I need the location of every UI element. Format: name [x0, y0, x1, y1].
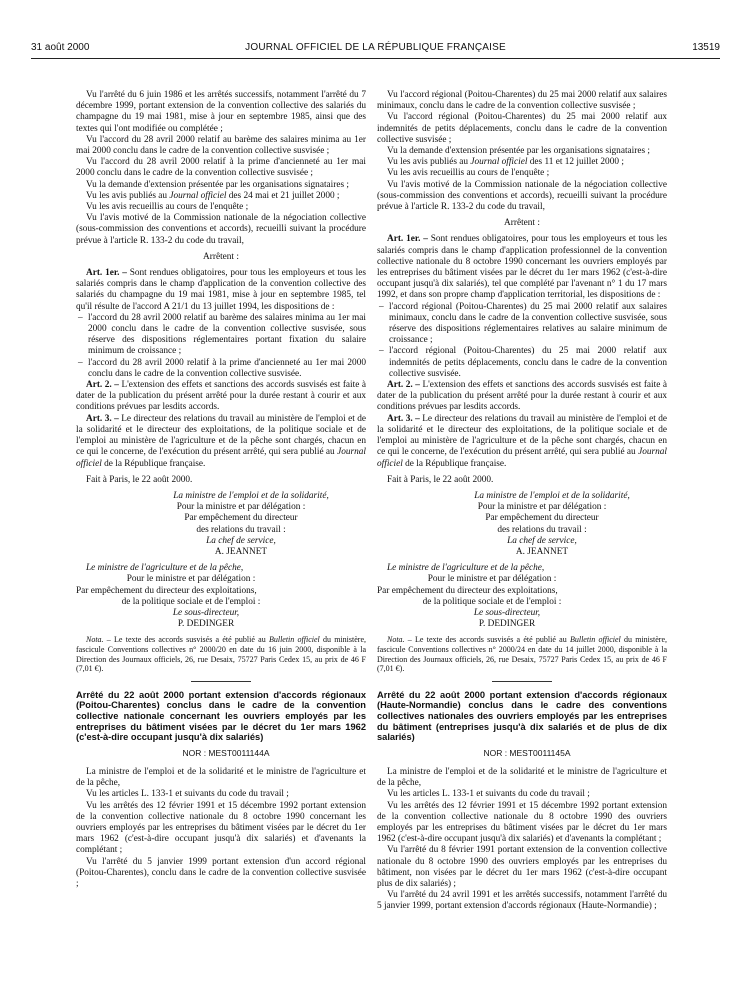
signature-title: La ministre de l'emploi et de la solidarité,: [173, 490, 329, 501]
arretent-heading: Arrêtent :: [203, 251, 239, 262]
article-label: Art. 2. –: [387, 380, 420, 391]
paragraph: Vu l'accord du 28 avril 2000 relatif à la prime d'ancienneté au 1er mai 2000 conclu dans le cadre de la convention collective susvisée ;: [76, 157, 366, 179]
page-header: [31, 42, 720, 56]
paragraph: Vu l'arrêté du 8 février 1991 portant extension de la convention collective nationale du 8 octobre 1990 des ouvriers employés par les entreprises du bâtiment, non visées par le décret du 1er mars 1962 (c'est-à-dire occupant plus de dix salariés) ;: [377, 845, 667, 889]
paragraph: Vu l'arrêté du 6 juin 1986 et les arrêtés successifs, notamment l'arrêté du 7 décembre 1999, portant extension de la convention collective des salariés du champagne du 19 mai 1981, mise à jour en septembre 1985, ainsi que des textes qui l'ont modifiée ou complétée ;: [76, 90, 366, 134]
paragraph: Vu l'avis motivé de la Commission nationale de la négociation collective (sous-commission des conventions et accords), recueilli suivant la procédure prévue à l'article R. 133-2 du code du travail,: [76, 213, 366, 246]
paragraph: Vu l'avis motivé de la Commission nationale de la négociation collective (sous-commission des conventions et accords), recueilli suivant la procédure prévue à l'article R. 133-2 du code du travail,: [377, 179, 667, 213]
text: Bulletin officiel: [569, 635, 621, 645]
journal-title: JOURNAL OFFICIEL DE LA RÉPUBLIQUE FRANÇAISE: [245, 42, 506, 53]
signatory-name: A. JEANNET: [515, 546, 569, 557]
text: Bulletin officiel: [268, 635, 320, 645]
paragraph: Vu les avis recueillis au cours de l'enquête ;: [387, 168, 550, 179]
list-item: – l'accord régional (Poitou-Charentes) du 25 mai 2000 relatif aux indemnités de petits déplacements, conclu dans le cadre de la convention collective susvisée.: [389, 346, 667, 380]
article-2: [377, 380, 667, 414]
signature-title: Le ministre de l'agriculture et de la pêche,: [86, 563, 244, 574]
arretent-heading: Arrêtent :: [504, 218, 540, 229]
paragraph: [377, 157, 667, 168]
footnote: [377, 635, 667, 673]
separator: [492, 681, 552, 682]
date-line: Fait à Paris, le 22 août 2000.: [387, 474, 494, 485]
paragraph: Vu l'accord régional (Poitou-Charentes) du 25 mai 2000 relatif aux indemnités de petits déplacements, conclu dans le cadre de la convention collective susvisée ;: [377, 112, 667, 145]
article-label: Art. 3. –: [86, 413, 119, 424]
paragraph: Vu les articles L. 133-1 et suivants du code du travail ;: [86, 789, 289, 800]
article-3: [377, 414, 667, 470]
paragraph: Vu les arrêtés des 12 février 1991 et 15 décembre 1992 portant extension de la convention collective nationale du 8 octobre 1990 des ouvriers employés par les entreprises du bâtiment visées par le décret du 1er mars 1962 (c'est-à-dire occupant jusqu'à dix salariés) et d'avenants la complétant ;: [377, 800, 667, 845]
right-column: [377, 90, 667, 913]
signatory-name: P. DEDINGER: [177, 619, 235, 630]
signature-line: Le sous-directeur,: [473, 607, 541, 618]
signature-line: Par empêchement du directeur: [485, 513, 599, 524]
signature-line: La chef de service,: [206, 535, 276, 546]
text: Sont rendues obligatoires, pour tous les employeurs et tous les salariés compris dans le champ d'application professionnel de la convention collective nationale du 8 octobre 1990 concernant les ouvriers employés par les entreprises du bâtiment visées par le décret du 1er mars 1962 (c'est-à-dire occupant jusqu'à dix salariés), tel que complété par l'avenant n° 1 du 17 mars 1992, et dans son propre champ d'application territorial, les dispositions de :: [377, 234, 667, 301]
separator: [191, 681, 251, 682]
signature-line: Par empêchement du directeur: [184, 513, 298, 524]
text: du ministère, fascicule Conventions collectives n° 2000/24 en date du 14 juillet 2000, disponible à la Direction des Journaux officiels, 26, rue Desaix, 75727 Paris Cedex 15, au prix de 46 F (7,01 €).: [377, 635, 668, 674]
article-1: [76, 268, 366, 313]
text: de la République française.: [402, 458, 507, 469]
signature-line: La chef de service,: [507, 535, 577, 546]
paragraph: [76, 191, 366, 202]
signature-line: Pour la ministre et par délégation :: [176, 502, 306, 513]
paragraph: Vu la demande d'extension présentée par les organisations signataires ;: [86, 179, 349, 190]
paragraph: La ministre de l'emploi et de la solidarité et le ministre de l'agriculture et de la pêche,: [377, 766, 667, 789]
signature-line: Le sous-directeur,: [172, 607, 240, 618]
nor-reference: NOR : MEST0011144A: [182, 747, 270, 758]
paragraph: Vu l'accord régional (Poitou-Charentes) du 25 mai 2000 relatif aux salaires minimaux, conclu dans le cadre de la convention collective susvisée ;: [377, 90, 667, 112]
article-label: Art. 1er. –: [86, 268, 127, 279]
paragraph: Vu l'arrêté du 5 janvier 1999 portant extension d'un accord régional (Poitou-Charentes), conclu dans le cadre de la convention collective susvisée ;: [76, 856, 366, 889]
text: Journal officiel: [169, 190, 227, 201]
paragraph: Vu les articles L. 133-1 et suivants du code du travail ;: [387, 789, 590, 800]
article-2: [76, 380, 366, 414]
article-1: [377, 234, 667, 301]
left-column: [76, 90, 366, 890]
list-item: – l'accord régional (Poitou-Charentes) du 25 mai 2000 relatif aux salaires minimaux, conclu dans le cadre de la convention collective susvisée, sous réserve des dispositions réglementaires relatives au salaire minimum de croissance ;: [389, 302, 667, 347]
signature-line: des relations du travail :: [497, 524, 587, 535]
signature-line: de la politique sociale et de l'emploi :: [422, 596, 562, 607]
text: L'extension des effets et sanctions des accords susvisés est faite à dater de la publication du présent arrêté pour la durée restant à courir et aux conditions prévues par lesdits accords.: [76, 380, 366, 413]
header-rule: [31, 58, 720, 59]
article-1-list: [76, 313, 366, 380]
signature-line: Par empêchement du directeur des exploitations,: [76, 585, 257, 596]
page-number: 13519: [692, 42, 720, 53]
text: Le directeur des relations du travail au ministère de l'emploi et de la solidarité et le directeur des exploitations, de la politique sociale et de l'emploi au ministère de l'agriculture et de la pêche sont chargés, chacun en ce qui le concerne, de l'exécution du présent arrêté, qui sera publié au: [76, 413, 367, 458]
text: du ministère, fascicule Conventions collectives n° 2000/20 en date du 16 juin 2000, disponible à la Direction des Journaux officiels, 26, rue Desaix, 75727 Paris Cedex 15, au prix de 46 F (7,01 €).: [76, 635, 367, 674]
signature-line: Pour le ministre et par délégation :: [427, 574, 557, 585]
signature-line: Pour la ministre et par délégation :: [477, 502, 607, 513]
signature-line: Par empêchement du directeur des exploitations,: [377, 585, 558, 596]
paragraph: La ministre de l'emploi et de la solidarité et le ministre de l'agriculture et de la pêche,: [76, 766, 366, 789]
text: des 24 mai et 21 juillet 2000 ;: [226, 190, 340, 201]
text: Journal officiel: [377, 447, 667, 469]
footnote: [76, 635, 366, 673]
article-label: Art. 3. –: [387, 413, 420, 424]
article-label: Art. 1er. –: [387, 234, 428, 245]
list-item: – l'accord du 28 avril 2000 relatif au barème des salaires minima au 1er mai 2000 conclu dans le cadre de la convention collective susvisée, sous réserve des dispositions réglementaires portant fixation du salaire minimum de croissance ;: [88, 313, 366, 358]
text: Nota.: [86, 635, 104, 645]
signature-title: Le ministre de l'agriculture et de la pêche,: [387, 563, 545, 574]
article-3: [76, 414, 366, 470]
header-date: 31 août 2000: [31, 42, 90, 53]
signatory-name: A. JEANNET: [214, 546, 268, 557]
paragraph: Vu la demande d'extension présentée par les organisations signataires ;: [387, 146, 650, 157]
text: Nota.: [387, 635, 405, 645]
text: Vu les avis publiés au: [387, 157, 471, 168]
paragraph: Vu les arrêtés des 12 février 1991 et 15 décembre 1992 portant extension de la convention collective nationale du 8 octobre 1990 concernant les ouvriers employés par les entreprises du bâtiment visées par le décret du 1er mars 1962 (c'est-à-dire occupant jusqu'à dix salariés) et d'avenants la complétant ;: [76, 800, 366, 856]
text: Vu les avis publiés au: [86, 190, 170, 201]
decree-title: Arrêté du 22 août 2000 portant extension d'accords régionaux (Poitou-Charentes) conclus dans le cadre de la convention collective nationale concernant les ouvriers employés par les entreprises du bâtiment visées par le décret du 1er mars 1962 (c'est-à-dire occupant jusqu'à dix salariés): [76, 689, 366, 743]
text: – Le texte des accords susvisés a été publié au: [103, 635, 269, 645]
signature-line: Pour le ministre et par délégation :: [126, 574, 256, 585]
text: – Le texte des accords susvisés a été publié au: [404, 635, 570, 645]
paragraph: Vu les avis recueillis au cours de l'enquête ;: [86, 202, 249, 213]
date-line: Fait à Paris, le 22 août 2000.: [86, 474, 193, 485]
signature-title: La ministre de l'emploi et de la solidarité,: [474, 490, 630, 501]
text: des 11 et 12 juillet 2000 ;: [527, 157, 624, 168]
signature-line: des relations du travail :: [196, 524, 286, 535]
signature-line: de la politique sociale et de l'emploi :: [121, 596, 261, 607]
article-label: Art. 2. –: [86, 380, 119, 391]
nor-reference: NOR : MEST0011145A: [483, 747, 571, 758]
list-item: – l'accord du 28 avril 2000 relatif à la prime d'ancienneté au 1er mai 2000 conclu dans le cadre de la convention collective susvisée.: [88, 358, 366, 380]
text: de la République française.: [101, 458, 206, 469]
article-1-list: [377, 302, 667, 380]
text: Journal officiel: [470, 157, 528, 168]
text: L'extension des effets et sanctions des accords susvisés est faite à dater de la publication du présent arrêté pour la durée restant à courir et aux conditions prévues par lesdits accords.: [377, 380, 667, 413]
text: Journal officiel: [76, 447, 366, 469]
signatory-name: P. DEDINGER: [478, 619, 536, 630]
paragraph: Vu l'accord du 28 avril 2000 relatif au barème des salaires minima au 1er mai 2000 conclu dans le cadre de la convention collective susvisée ;: [76, 134, 366, 157]
decree-title: Arrêté du 22 août 2000 portant extension d'accords régionaux (Haute-Normandie) conclus dans le cadre des conventions collectives nationales des ouvriers employés par les entreprises du bâtiment (entreprises jusqu'à dix salariés et de plus de dix salariés): [377, 689, 667, 743]
paragraph: Vu l'arrêté du 24 avril 1991 et les arrêtés successifs, notamment l'arrêté du 5 janvier 1999, portant extension d'accords régionaux (Haute-Normandie) ;: [377, 890, 667, 912]
text: Sont rendues obligatoires, pour tous les employeurs et tous les salariés compris dans le champ d'application de la convention collective des salariés du champagne du 19 mai 1981, mise à jour en septembre 1985, tel qu'il résulte de l'accord A 21/1 du 13 juillet 1994, les dispositions de :: [76, 268, 366, 312]
text: Le directeur des relations du travail au ministère de l'emploi et de la solidarité et le directeur des exploitations, de la politique sociale et de l'emploi au ministère de l'agriculture et de la pêche sont chargés, chacun en ce qui le concerne, de l'exécution du présent arrêté, qui sera publié au: [377, 413, 668, 458]
